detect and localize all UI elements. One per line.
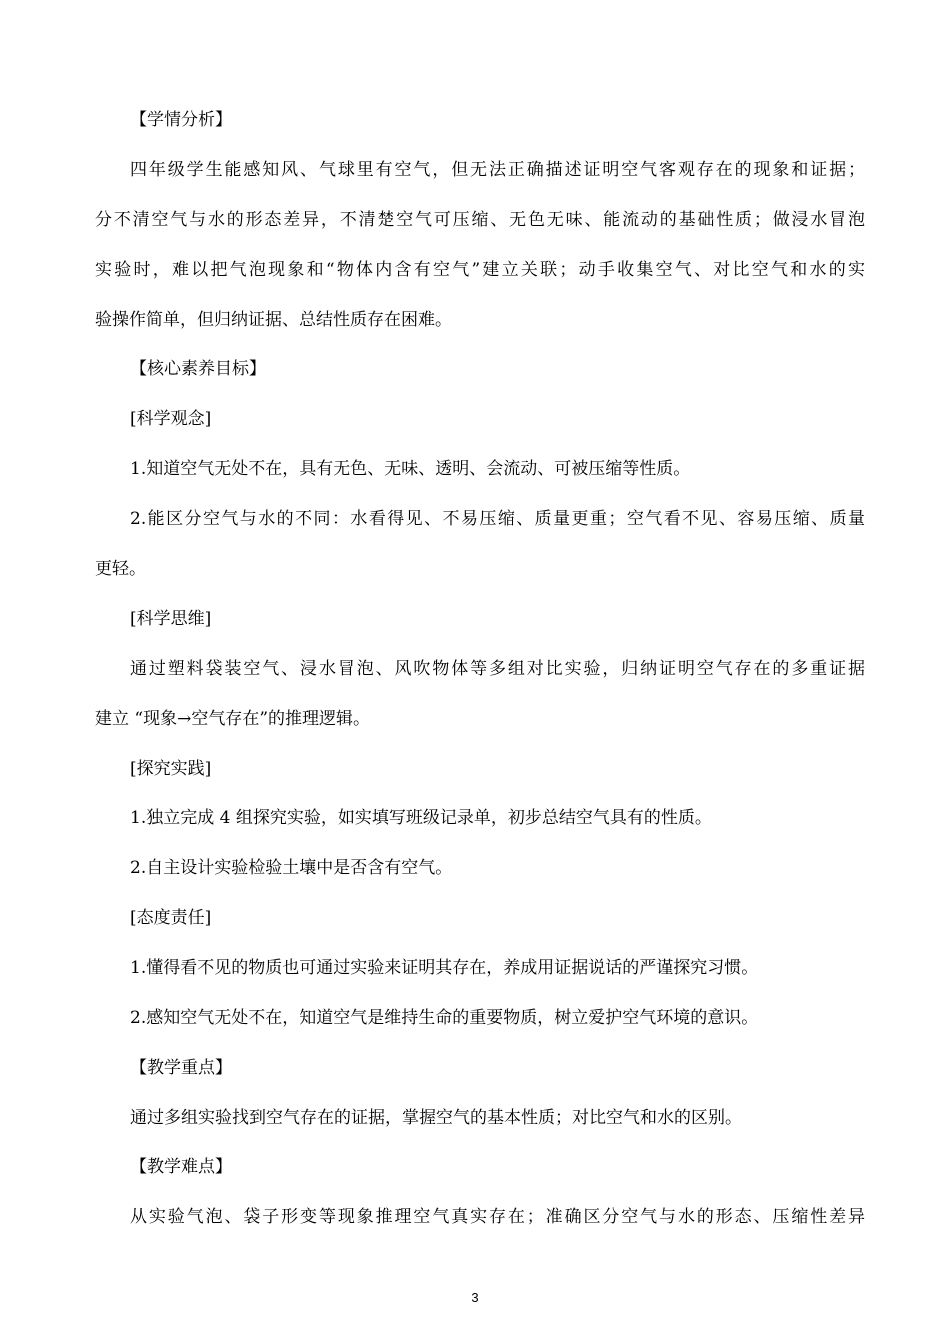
paragraph-line: 分不清空气与水的形态差异，不清楚空气可压缩、无色无味、能流动的基础性质；做浸水冒泡 [95,210,865,230]
paragraph-line: 四年级学生能感知风、气球里有空气，但无法正确描述证明空气客观存在的现象和证据； [130,160,865,180]
subheading-inquiry-practice: [探究实践] [130,759,212,779]
paragraph-line: 通过多组实验找到空气存在的证据，掌握空气的基本性质；对比空气和水的区别。 [130,1108,742,1128]
list-item: 1.独立完成 4 组探究实验，如实填写班级记录单，初步总结空气具有的性质。 [130,808,712,828]
paragraph-line: 实验时，难以把气泡现象和“物体内含有空气”建立关联；动手收集空气、对比空气和水的实 [95,260,865,280]
heading-teaching-difficulty: 【教学难点】 [130,1157,232,1177]
list-item: 1.懂得看不见的物质也可通过实验来证明其存在，养成用证据说话的严谨探究习惯。 [130,958,759,978]
paragraph-line: 从实验气泡、袋子形变等现象推理空气真实存在；准确区分空气与水的形态、压缩性差异 [130,1207,865,1227]
page-number: 3 [471,1290,479,1305]
list-item: 1.知道空气无处不在，具有无色、无味、透明、会流动、可被压缩等性质。 [130,459,691,479]
subheading-scientific-concept: [科学观念] [130,409,212,429]
paragraph-line: 通过塑料袋装空气、浸水冒泡、风吹物体等多组对比实验，归纳证明空气存在的多重证据 [130,659,865,679]
paragraph-line: 验操作简单，但归纳证据、总结性质存在困难。 [95,310,452,330]
heading-teaching-focus: 【教学重点】 [130,1058,232,1078]
list-item-continuation: 更轻。 [95,559,146,579]
paragraph-line: 建立 “现象→空气存在”的推理逻辑。 [95,709,371,729]
heading-core-literacy-goals: 【核心素养目标】 [130,359,266,379]
subheading-scientific-thinking: [科学思维] [130,609,212,629]
list-item: 2.自主设计实验检验土壤中是否含有空气。 [130,858,453,878]
subheading-attitude-responsibility: [态度责任] [130,908,212,928]
list-item: 2.能区分空气与水的不同：水看得见、不易压缩、质量更重；空气看不见、容易压缩、质量 [130,509,865,529]
list-item: 2.感知空气无处不在，知道空气是维持生命的重要物质，树立爱护空气环境的意识。 [130,1008,759,1028]
heading-student-analysis: 【学情分析】 [130,110,232,130]
